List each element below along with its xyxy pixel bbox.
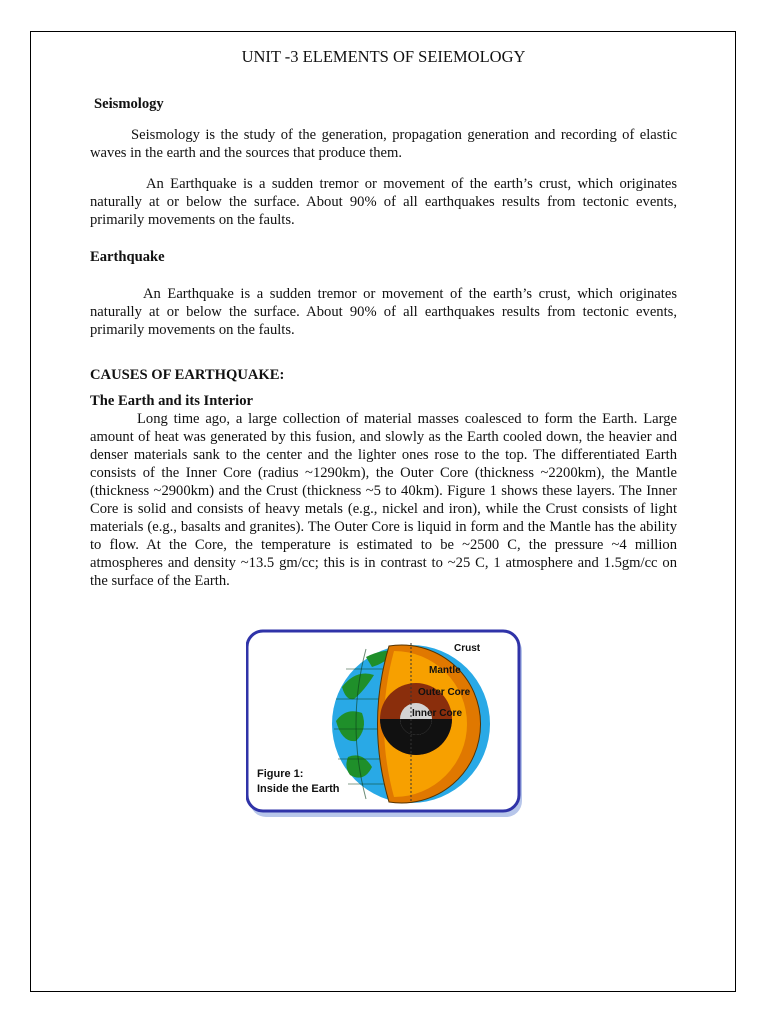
- figure-caption-line-2: Inside the Earth: [257, 783, 340, 795]
- interior-paragraph: Long time ago, a large collection of material masses coalesced to form the Earth. Large amount of heat was generated by this fusion, and slowly as the Earth cooled down, the heavier and denser materials sank to the center and the lighter ones rose to the top. The differentiated Earth consists of the Inner Core (radius ~1290km), the Outer Core (thickness ~2200km), the Mantle (thickness ~2900km) and the Crust (thickness ~5 to 40km). Figure 1 shows these layers. The Inner Core is solid and consists of heavy metals (e.g., nickel and iron), while the Crust consists of light materials (e.g., basalts and granites). The Outer Core is liquid in form and the Mantle has the ability to flow. At the Core, the temperature is estimated to be ~2500 C, the pressure ~4 million atmospheres and density ~13.5 gm/cc; this is in contrast to ~25 C, 1 atmosphere and 1.5gm/cc on the surface of the Earth.: [90, 411, 677, 589]
- earth-interior-figure: [246, 629, 524, 819]
- label-crust: Crust: [454, 643, 481, 654]
- document-body: [90, 46, 677, 590]
- causes-heading: CAUSES OF EARTHQUAKE:: [90, 367, 285, 383]
- earth-interior-diagram: [246, 629, 524, 819]
- earthquake-paragraph: An Earthquake is a sudden tremor or movement of the earth’s crust, which originates naturally at or below the surface. About 90% of all earthquakes results from tectonic events, primarily movements on the faults.: [90, 286, 677, 338]
- label-outer-core: Outer Core: [418, 687, 471, 698]
- page-title: UNIT -3 ELEMENTS OF SEIEMOLOGY: [241, 47, 526, 66]
- label-inner-core: Inner Core: [412, 708, 463, 719]
- interior-heading: The Earth and its Interior: [90, 393, 253, 409]
- earthquake-heading: Earthquake: [90, 249, 165, 265]
- seismology-paragraph-2: An Earthquake is a sudden tremor or movement of the earth’s crust, which originates naturally at or below the surface. About 90% of all earthquakes results from tectonic events, primarily movements on the faults.: [90, 176, 677, 228]
- figure-caption-line-1: Figure 1:: [257, 768, 304, 780]
- seismology-paragraph-1: Seismology is the study of the generation, propagation generation and recording of elastic waves in the earth and the sources that produce them.: [90, 127, 677, 161]
- label-mantle: Mantle: [429, 665, 461, 676]
- seismology-heading: Seismology: [94, 96, 164, 112]
